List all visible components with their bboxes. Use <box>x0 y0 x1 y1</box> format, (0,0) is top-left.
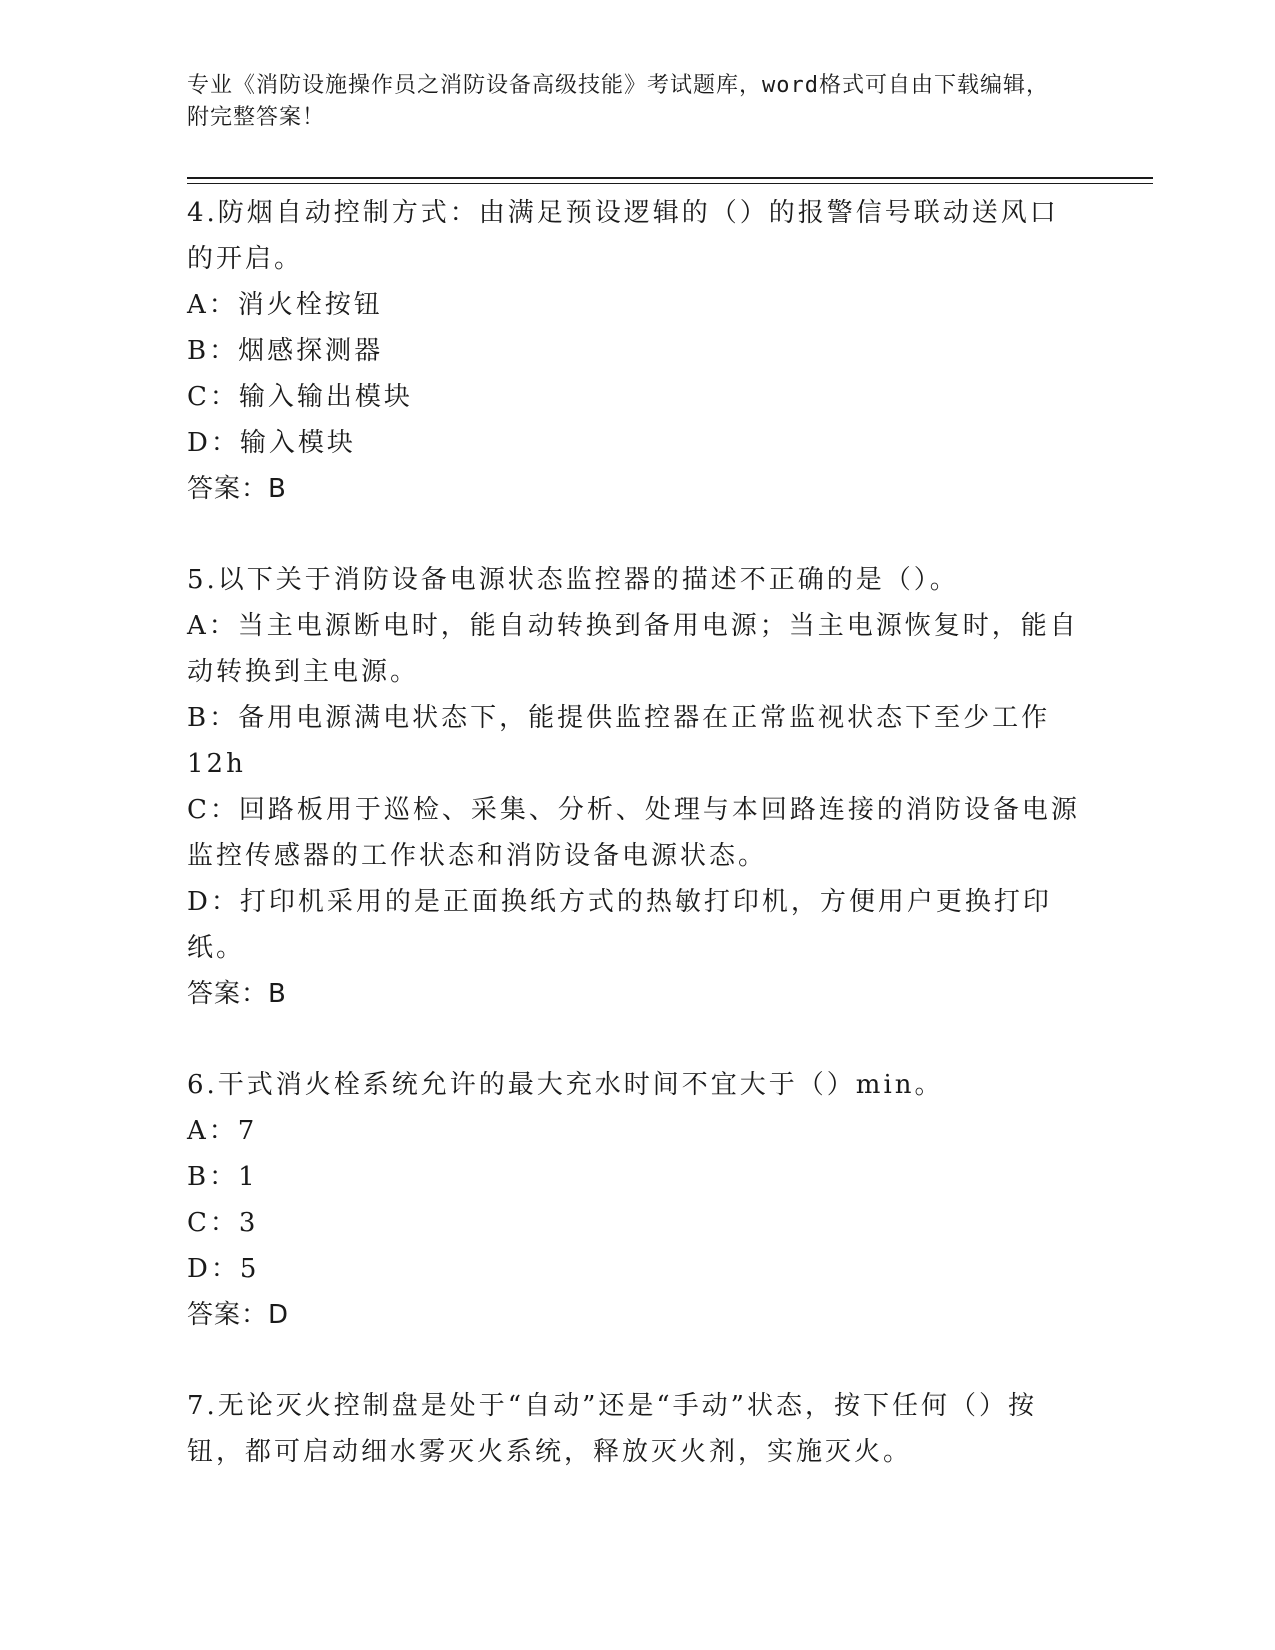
document-header: 专业《消防设施操作员之消防设备高级技能》考试题库，word格式可自由下载编辑，附完整答案！ <box>187 73 1049 130</box>
option-c: C：回路板用于巡检、采集、分析、处理与本回路连接的消防设备电源监控传感器的工作状态和消防设备电源状态。 <box>187 795 1080 871</box>
question-text: 4.防烟自动控制方式：由满足预设逻辑的（）的报警信号联动送风口的开启。 <box>187 198 1059 274</box>
question-6 <box>187 1062 1087 1338</box>
option-c: C：3 <box>187 1208 259 1238</box>
option-a: A：消火栓按钮 <box>187 290 383 320</box>
answer: 答案：B <box>187 474 287 504</box>
option-d: D：输入模块 <box>187 428 356 458</box>
option-d: D：打印机采用的是正面换纸方式的热敏打印机，方便用户更换打印纸。 <box>187 887 1052 963</box>
answer: 答案：B <box>187 979 287 1009</box>
header-divider-thin <box>187 183 1153 184</box>
option-b: B：烟感探测器 <box>187 336 384 366</box>
question-list <box>187 190 1087 1520</box>
option-b: B：1 <box>187 1162 258 1192</box>
header-divider-thick <box>187 177 1153 179</box>
option-a: A：7 <box>187 1116 258 1146</box>
question-text: 7.无论灭火控制盘是处于“自动”还是“手动”状态，按下任何（）按钮，都可启动细水雾灭火系统，释放灭火剂，实施灭火。 <box>187 1391 1037 1467</box>
option-d: D：5 <box>187 1254 260 1284</box>
option-a: A：当主电源断电时，能自动转换到备用电源；当主电源恢复时，能自动转换到主电源。 <box>187 611 1079 687</box>
question-7 <box>187 1383 1087 1475</box>
question-5 <box>187 557 1087 1017</box>
question-text: 6.干式消火栓系统允许的最大充水时间不宜大于（）min。 <box>187 1070 944 1100</box>
question-text: 5.以下关于消防设备电源状态监控器的描述不正确的是（）。 <box>187 565 959 595</box>
option-c: C：输入输出模块 <box>187 382 413 412</box>
question-4 <box>187 190 1087 512</box>
answer: 答案：D <box>187 1300 290 1330</box>
option-b: B：备用电源满电状态下，能提供监控器在正常监视状态下至少工作12h <box>187 703 1051 779</box>
